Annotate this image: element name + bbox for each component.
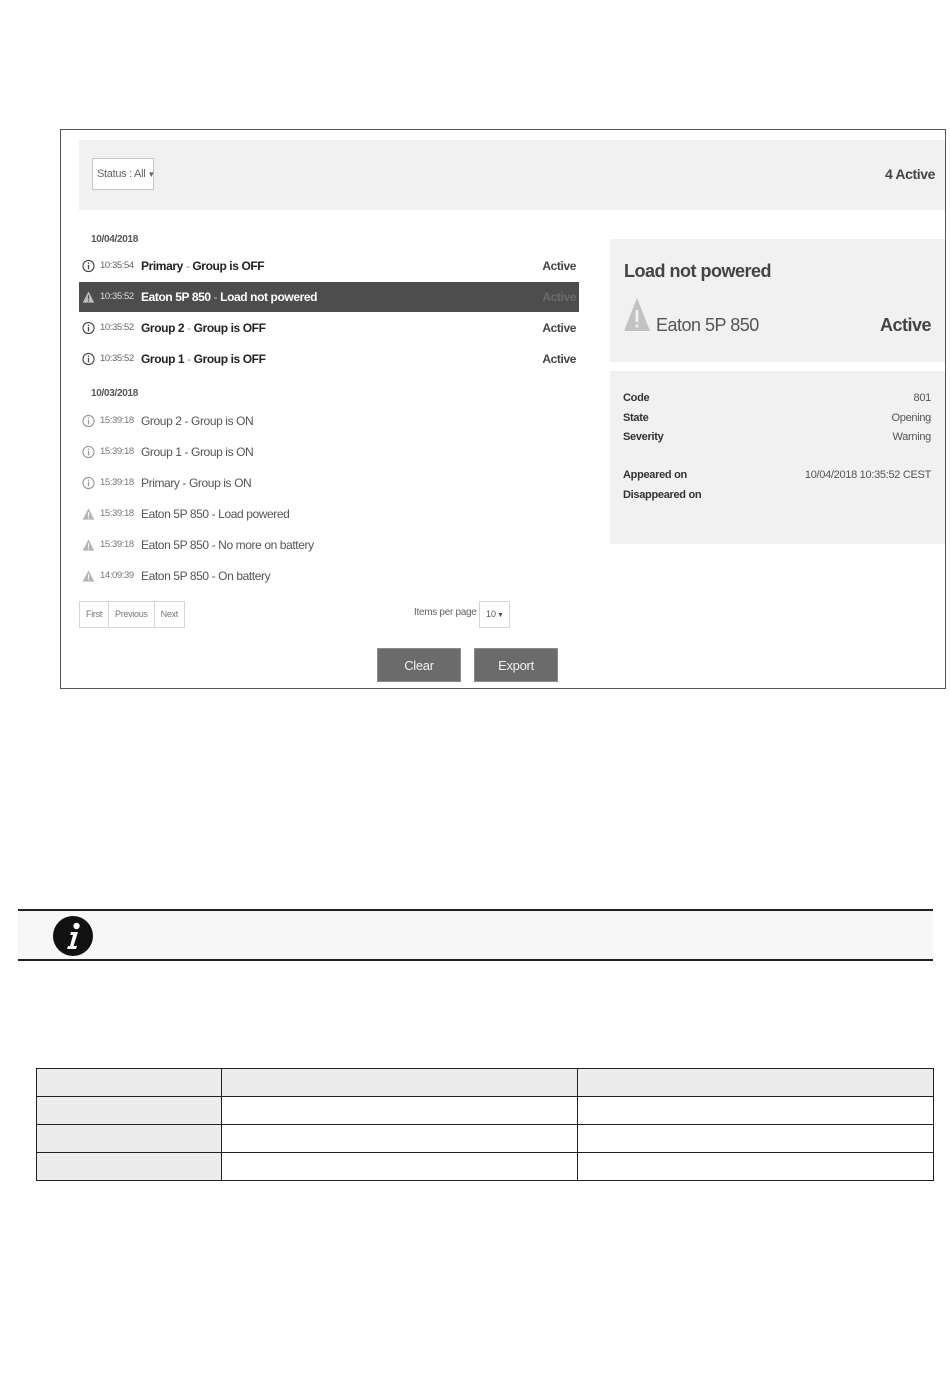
warning-icon <box>82 290 95 304</box>
event-row[interactable] <box>79 344 579 374</box>
event-separator: - <box>184 321 194 335</box>
warning-icon <box>82 507 95 521</box>
event-row[interactable] <box>79 437 579 467</box>
status-filter-select[interactable] <box>92 158 154 190</box>
event-row[interactable] <box>79 561 579 591</box>
event-message: Primary - Group is ON <box>141 476 252 490</box>
export-button[interactable]: Export <box>474 648 558 682</box>
event-row-selected[interactable] <box>79 282 579 312</box>
field-value: Warning <box>892 431 931 443</box>
field-key: Disappeared on <box>623 489 702 501</box>
field-key: Code <box>623 392 650 404</box>
info-icon <box>82 445 95 459</box>
event-source: Group 1 <box>141 352 185 366</box>
table-cell <box>578 1097 934 1125</box>
info-icon <box>82 476 95 490</box>
table-row <box>37 1097 934 1125</box>
event-text: Group is OFF <box>193 321 266 335</box>
event-row[interactable] <box>79 530 579 560</box>
event-message: Eaton 5P 850 - Load powered <box>141 507 290 521</box>
event-status: Active <box>542 321 576 335</box>
event-time: 15:39:18 <box>100 415 134 426</box>
event-row[interactable] <box>79 406 579 436</box>
event-time: 15:39:18 <box>100 539 134 550</box>
info-icon <box>82 414 95 428</box>
event-time: 10:35:52 <box>100 353 134 364</box>
event-status: Active <box>542 290 576 304</box>
previous-page-button[interactable]: Previous <box>109 602 155 627</box>
clear-button[interactable]: Clear <box>377 648 461 682</box>
items-per-page-select[interactable] <box>479 601 510 628</box>
table-cell <box>37 1097 222 1125</box>
warning-icon <box>82 569 95 583</box>
event-time: 10:35:54 <box>100 260 134 271</box>
info-icon <box>82 352 95 366</box>
event-message <box>141 313 266 343</box>
event-row[interactable] <box>79 251 579 281</box>
warning-icon <box>623 296 651 332</box>
event-source: Primary <box>141 259 183 273</box>
table-cell <box>222 1125 578 1153</box>
alarms-panel <box>60 129 946 689</box>
alarm-detail-state: Active <box>879 315 931 335</box>
table-cell <box>578 1153 934 1181</box>
info-icon <box>82 259 95 273</box>
empty-table <box>36 1068 934 1181</box>
event-time: 10:35:52 <box>100 291 134 302</box>
pagination <box>79 601 185 628</box>
field-value: Opening <box>891 412 931 424</box>
event-separator: - <box>182 259 193 273</box>
warning-icon <box>82 538 95 552</box>
event-time: 15:39:18 <box>100 446 134 457</box>
alarm-detail-device: Eaton 5P 850 <box>656 315 759 335</box>
table-row <box>37 1153 934 1181</box>
event-message: Group 1 - Group is ON <box>141 445 254 459</box>
event-message <box>141 251 264 281</box>
info-icon <box>52 915 94 957</box>
table-cell <box>37 1153 222 1181</box>
event-status: Active <box>542 352 576 366</box>
table-row <box>37 1125 934 1153</box>
table-cell <box>37 1069 222 1097</box>
field-key: Severity <box>623 431 664 443</box>
table-cell <box>222 1097 578 1125</box>
field-key: Appeared on <box>623 469 687 481</box>
next-page-button[interactable]: Next <box>160 609 178 619</box>
chevron-down-icon: ▼ <box>147 170 155 179</box>
alarm-detail-header <box>610 239 945 362</box>
event-row[interactable] <box>79 313 579 343</box>
date-header: 10/04/2018 <box>91 234 139 245</box>
items-per-page-label: Items per page <box>414 607 477 618</box>
table-cell <box>222 1069 578 1097</box>
event-time: 15:39:18 <box>100 477 134 488</box>
table-cell <box>578 1069 934 1097</box>
event-row[interactable] <box>79 468 579 498</box>
table-header-row <box>37 1069 934 1097</box>
event-message: Eaton 5P 850 - No more on battery <box>141 538 314 552</box>
event-source: Group 2 <box>141 321 185 335</box>
event-source: Eaton 5P 850 <box>141 290 211 304</box>
alarms-toolbar <box>79 140 945 210</box>
event-separator: - <box>184 352 194 366</box>
status-filter-label: Status : All <box>97 168 146 180</box>
date-header: 10/03/2018 <box>91 388 139 399</box>
field-value: 10/04/2018 10:35:52 CEST <box>804 469 931 481</box>
first-page-button[interactable]: First <box>80 602 109 627</box>
event-message <box>141 344 266 374</box>
table-cell <box>222 1153 578 1181</box>
event-message: Eaton 5P 850 - On battery <box>141 569 271 583</box>
event-time: 14:09:39 <box>100 570 134 581</box>
table-cell <box>37 1125 222 1153</box>
active-count-label: 4 Active <box>885 166 935 182</box>
event-time: 10:35:52 <box>100 322 134 333</box>
field-value: 801 <box>913 392 931 404</box>
table-cell <box>578 1125 934 1153</box>
event-text: Group is OFF <box>192 259 265 273</box>
event-status: Active <box>542 259 576 273</box>
info-icon <box>82 321 95 335</box>
event-message <box>141 282 317 312</box>
event-message: Group 2 - Group is ON <box>141 414 254 428</box>
field-key: State <box>623 412 649 424</box>
event-separator: - <box>210 290 221 304</box>
event-row[interactable] <box>79 499 579 529</box>
event-text: Load not powered <box>220 290 318 304</box>
event-text: Group is OFF <box>193 352 266 366</box>
alarm-detail-fields <box>610 371 945 544</box>
event-time: 15:39:18 <box>100 508 134 519</box>
note-box <box>18 909 933 961</box>
alarm-detail-title: Load not powered <box>624 261 771 281</box>
items-per-page-value: 10 <box>486 609 497 619</box>
chevron-down-icon: ▼ <box>497 612 504 619</box>
